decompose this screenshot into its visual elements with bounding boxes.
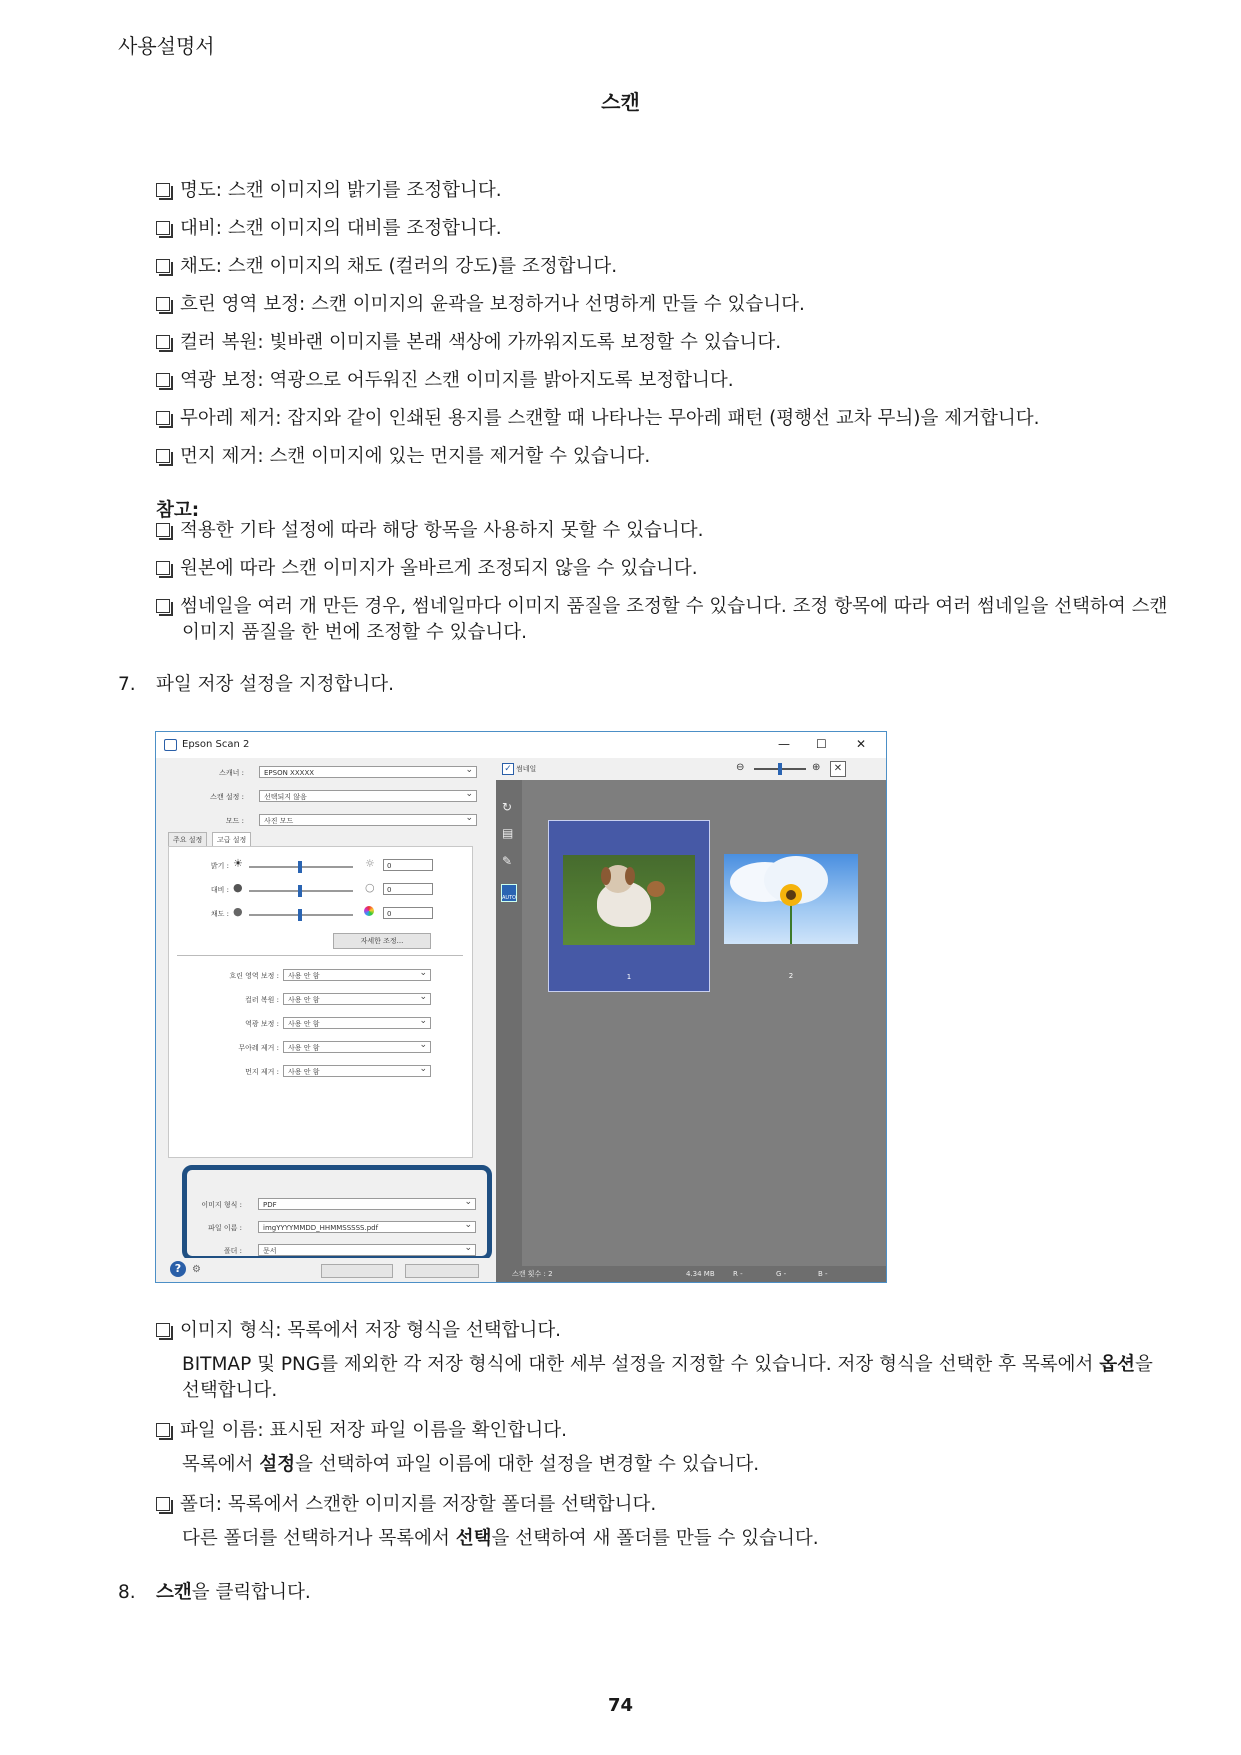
sun-dark-icon: ☀ [233, 857, 243, 870]
window-title: Epson Scan 2 [182, 739, 250, 750]
unsharp-mask-label: 흐린 영역 보정 : [229, 972, 279, 980]
sun-light-icon: ☼ [365, 857, 375, 870]
title-bar [156, 732, 886, 758]
brightness-label: 밝기 : [210, 862, 229, 870]
brightness-slider-thumb[interactable] [298, 861, 302, 873]
section-title: 스캔 [601, 90, 640, 114]
checkbox-bullet-icon [156, 599, 170, 613]
scan-count: 스캔 횟수 : 2 [512, 1270, 553, 1278]
select-icon[interactable]: ✎ [502, 854, 513, 868]
zoom-in-icon[interactable]: ⊕ [812, 762, 821, 773]
epson-scan-window [155, 731, 887, 1283]
contrast-dark-icon: ● [233, 881, 243, 894]
list-item-continued: 이미지 품질을 한 번에 조정할 수 있습니다. [182, 622, 527, 643]
flower-photo[interactable] [724, 854, 858, 944]
mode-select[interactable]: 사진 모드 ⌄ [259, 814, 477, 826]
saturation-input[interactable]: 0 [383, 907, 433, 919]
scanner-select[interactable]: EPSON XXXXX ⌄ [259, 766, 477, 778]
preview-sidebar [496, 780, 522, 1266]
zoom-slider-thumb[interactable] [778, 763, 782, 775]
thumbnail-checkbox[interactable]: ✓ [502, 763, 514, 775]
list-item: 먼지 제거: 스캔 이미지에 있는 먼지를 제거할 수 있습니다. [156, 444, 650, 470]
checkbox-bullet-icon [156, 561, 170, 575]
backlight-select[interactable]: 사용 안 함 ⌄ [283, 1017, 431, 1029]
dust-removal-select[interactable]: 사용 안 함 ⌄ [283, 1065, 431, 1077]
list-item: 썸네일을 여러 개 만든 경우, 썸네일마다 이미지 품질을 조정할 수 있습니다. 조정 항목에 따라 여러 썸네일을 선택하여 스캔 [156, 594, 1167, 620]
status-bar [496, 1266, 886, 1282]
thumbnail-1[interactable] [548, 820, 710, 992]
minimize-icon[interactable]: — [778, 737, 790, 751]
rotate-icon[interactable]: ↻ [502, 800, 513, 814]
preview-pane [496, 758, 886, 1266]
saturation-label: 채도 : [210, 910, 229, 918]
settings-icon[interactable]: ⚙ [192, 1264, 201, 1275]
page-number: 74 [607, 1695, 634, 1716]
scan-setting-label: 스캔 설정 : [210, 793, 244, 801]
file-size: 4.34 MB [686, 1270, 715, 1278]
thumbnail-2-number: 2 [788, 972, 794, 980]
maximize-icon[interactable]: ☐ [816, 737, 827, 751]
tab-main-settings[interactable]: 주요 설정 [168, 832, 207, 848]
checkbox-bullet-icon [156, 1423, 170, 1437]
brightness-input[interactable]: 0 [383, 859, 433, 871]
folder-label: 폴더 : [223, 1247, 242, 1255]
image-format-label: 이미지 형식 : [201, 1201, 242, 1209]
unsharp-mask-select[interactable]: 사용 안 함 ⌄ [283, 969, 431, 981]
note-heading: 참고: [156, 500, 200, 521]
bottom-bar [156, 1258, 490, 1282]
divider [177, 955, 463, 956]
close-preview-icon[interactable]: ✕ [830, 761, 846, 777]
list-item-description: 선택합니다. [182, 1380, 278, 1401]
list-item-description: BITMAP 및 PNG를 제외한 각 저장 형식에 대한 세부 설정을 지정할 수 있습니다. 저장 형식을 선택한 후 목록에서 옵션을 [182, 1354, 1153, 1375]
checkbox-bullet-icon [156, 373, 170, 387]
thumbnail-label: 썸네일 [516, 765, 537, 773]
checkbox-bullet-icon [156, 411, 170, 425]
tab-advanced-settings[interactable]: 고급 설정 [212, 832, 251, 848]
dust-removal-label: 먼지 제거 : [245, 1068, 279, 1076]
moire-select[interactable]: 사용 안 함 ⌄ [283, 1041, 431, 1053]
list-item: 컬러 복원: 빛바랜 이미지를 본래 색상에 가까워지도록 보정할 수 있습니다. [156, 330, 781, 356]
help-icon[interactable]: ? [170, 1261, 186, 1277]
moire-label: 무아레 제거 : [238, 1044, 279, 1052]
step-8: 8. 스캔을 클릭합니다. [118, 1582, 311, 1603]
file-name-label: 파일 이름 : [208, 1224, 242, 1232]
list-item: 명도: 스캔 이미지의 밝기를 조정합니다. [156, 178, 502, 204]
doc-title: 사용설명서 [118, 34, 215, 58]
list-item: 폴더: 목록에서 스캔한 이미지를 저장할 폴더를 선택합니다. [156, 1492, 656, 1518]
color-restore-select[interactable]: 사용 안 함 ⌄ [283, 993, 431, 1005]
image-format-select[interactable]: PDF ⌄ [258, 1198, 476, 1210]
ruler-icon[interactable]: ▤ [502, 826, 514, 840]
highlight-frame [182, 1165, 492, 1261]
scanner-label: 스캐너 : [219, 769, 244, 777]
preview-button[interactable] [321, 1264, 393, 1278]
detail-adjust-button[interactable]: 자세한 조정... [333, 933, 431, 949]
folder-select[interactable]: 문서 ⌄ [258, 1244, 476, 1256]
backlight-label: 역광 보정 : [245, 1020, 279, 1028]
scan-button[interactable] [405, 1264, 479, 1278]
list-item: 무아레 제거: 잡지와 같이 인쇄된 용지를 스캔할 때 나타나는 무아레 패턴 (평행선 교차 무늬)을 제거합니다. [156, 406, 1039, 432]
close-icon[interactable]: ✕ [856, 737, 867, 751]
checkbox-bullet-icon [156, 449, 170, 463]
contrast-input[interactable]: 0 [383, 883, 433, 895]
checkbox-bullet-icon [156, 523, 170, 537]
mode-label: 모드 : [225, 817, 244, 825]
preview-toolbar [496, 758, 886, 780]
saturation-color-icon [364, 906, 374, 916]
list-item: 파일 이름: 표시된 저장 파일 이름을 확인합니다. [156, 1418, 567, 1444]
list-item: 이미지 형식: 목록에서 저장 형식을 선택합니다. [156, 1318, 561, 1344]
checkbox-bullet-icon [156, 297, 170, 311]
checkbox-bullet-icon [156, 1323, 170, 1337]
zoom-out-icon[interactable]: ⊖ [736, 762, 745, 773]
saturation-gray-icon: ● [233, 905, 243, 918]
g-value: G - [776, 1270, 787, 1278]
checkbox-bullet-icon [156, 1497, 170, 1511]
advanced-settings-panel [168, 846, 473, 1158]
step-7: 7. 파일 저장 설정을 지정합니다. [118, 674, 394, 695]
checkbox-bullet-icon [156, 259, 170, 273]
checkbox-bullet-icon [156, 221, 170, 235]
list-item: 채도: 스캔 이미지의 채도 (컬러의 강도)를 조정합니다. [156, 254, 617, 280]
saturation-slider-thumb[interactable] [298, 909, 302, 921]
app-icon [164, 739, 177, 751]
contrast-light-icon: ○ [365, 881, 375, 894]
thumbnail-1-number: 1 [626, 973, 632, 981]
list-item: 원본에 따라 스캔 이미지가 올바르게 조정되지 않을 수 있습니다. [156, 556, 698, 582]
b-value: B - [818, 1270, 828, 1278]
contrast-label: 대비 : [210, 886, 229, 894]
dog-photo [563, 855, 695, 945]
list-item: 역광 보정: 역광으로 어두워진 스캔 이미지를 밝아지도록 보정합니다. [156, 368, 734, 394]
auto-icon[interactable]: AUTO [501, 884, 517, 902]
checkbox-bullet-icon [156, 335, 170, 349]
checkbox-bullet-icon [156, 183, 170, 197]
r-value: R - [733, 1270, 743, 1278]
scan-setting-select[interactable]: 선택되지 않음 ⌄ [259, 790, 477, 802]
file-name-select[interactable]: imgYYYYMMDD_HHMMSSSSS.pdf ⌄ [258, 1221, 476, 1233]
list-item-description: 다른 폴더를 선택하거나 목록에서 선택을 선택하여 새 폴더를 만들 수 있습니다. [182, 1528, 819, 1549]
list-item: 흐린 영역 보정: 스캔 이미지의 윤곽을 보정하거나 선명하게 만들 수 있습니다. [156, 292, 805, 318]
list-item: 적용한 기타 설정에 따라 해당 항목을 사용하지 못할 수 있습니다. [156, 518, 703, 544]
contrast-slider-thumb[interactable] [298, 885, 302, 897]
list-item-description: 목록에서 설정을 선택하여 파일 이름에 대한 설정을 변경할 수 있습니다. [182, 1454, 760, 1475]
color-restore-label: 컬러 복원 : [245, 996, 279, 1004]
list-item: 대비: 스캔 이미지의 대비를 조정합니다. [156, 216, 502, 242]
